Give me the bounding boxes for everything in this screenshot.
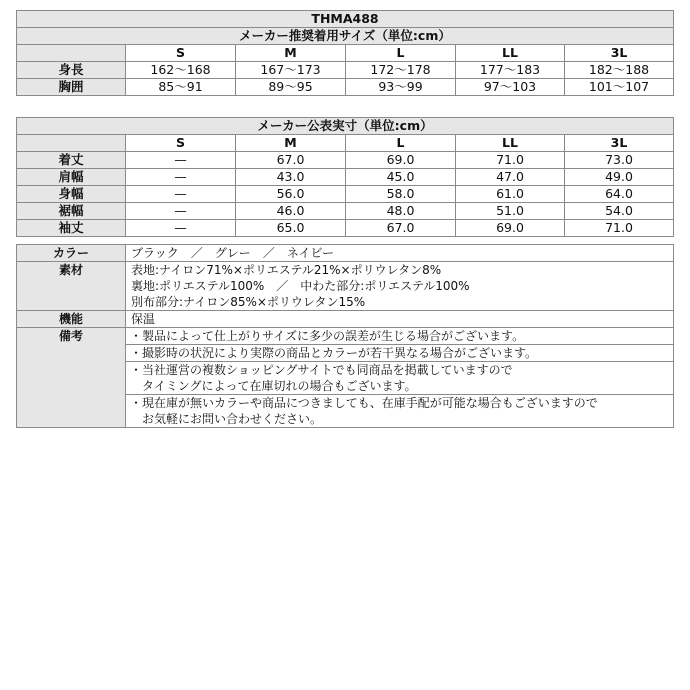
- table-cell: —: [126, 220, 236, 237]
- table-cell: 67.0: [236, 152, 346, 169]
- table-cell: 56.0: [236, 186, 346, 203]
- table-cell: 172～178: [346, 62, 456, 79]
- remark-note: [126, 395, 673, 427]
- table-cell: 177～183: [456, 62, 565, 79]
- remark-line: お気軽にお問い合わせください。: [130, 412, 323, 426]
- table-row: [17, 186, 674, 203]
- color-value: ブラック ／ グレー ／ ネイビー: [126, 245, 674, 262]
- size-header-row: [17, 135, 674, 152]
- detail-row-remarks: [17, 328, 674, 428]
- table-row: [17, 62, 674, 79]
- table-cell: —: [126, 203, 236, 220]
- table-cell: —: [126, 169, 236, 186]
- remark-note: [126, 362, 673, 395]
- table-cell: 85～91: [126, 79, 236, 96]
- remark-line: ・当社運営の複数ショッピングサイトでも同商品を掲載していますので: [130, 363, 513, 377]
- size-header: M: [236, 135, 346, 152]
- actual-measurement-table: [16, 117, 674, 237]
- table-cell: 65.0: [236, 220, 346, 237]
- row-label: 袖丈: [17, 220, 126, 237]
- detail-row-material: [17, 262, 674, 311]
- table-cell: 101～107: [565, 79, 674, 96]
- recommended-size-title: メーカー推奨着用サイズ（単位:cm）: [17, 28, 674, 45]
- size-header: LL: [456, 45, 565, 62]
- color-label: カラー: [17, 245, 126, 262]
- table-cell: 97～103: [456, 79, 565, 96]
- function-value: 保温: [126, 311, 674, 328]
- table-cell: 73.0: [565, 152, 674, 169]
- table-cell: 182～188: [565, 62, 674, 79]
- material-line: 表地:ナイロン71%×ポリエステル21%×ポリウレタン8%: [131, 263, 442, 277]
- material-line: 別布部分:ナイロン85%×ポリウレタン15%: [131, 295, 366, 309]
- size-header-row: [17, 45, 674, 62]
- table-cell: 167～173: [236, 62, 346, 79]
- row-label: 胸囲: [17, 79, 126, 96]
- table-cell: 47.0: [456, 169, 565, 186]
- corner-cell: [17, 45, 126, 62]
- remark-line: ・現在庫が無いカラーや商品につきましても、在庫手配が可能な場合もございますので: [130, 396, 598, 410]
- row-label: 肩幅: [17, 169, 126, 186]
- remark-line: ・製品によって仕上がりサイズに多少の誤差が生じる場合がございます。: [130, 329, 525, 343]
- row-label: 身幅: [17, 186, 126, 203]
- row-label: 着丈: [17, 152, 126, 169]
- table-cell: 89～95: [236, 79, 346, 96]
- remarks-value: [126, 328, 674, 428]
- corner-cell: [17, 135, 126, 152]
- size-header: LL: [456, 135, 565, 152]
- table-row: [17, 220, 674, 237]
- actual-measurement-title: メーカー公表実寸（単位:cm）: [17, 118, 674, 135]
- table-cell: 69.0: [346, 152, 456, 169]
- function-label: 機能: [17, 311, 126, 328]
- size-header: S: [126, 135, 236, 152]
- table-cell: —: [126, 152, 236, 169]
- table-row: [17, 79, 674, 96]
- table-cell: 69.0: [456, 220, 565, 237]
- product-details-table: [16, 244, 674, 428]
- table-cell: 61.0: [456, 186, 565, 203]
- table-cell: 93～99: [346, 79, 456, 96]
- table-row: [17, 169, 674, 186]
- material-line: 裏地:ポリエステル100% ／ 中わた部分:ポリエステル100%: [131, 279, 470, 293]
- table-cell: 43.0: [236, 169, 346, 186]
- product-code: THMA488: [17, 11, 674, 28]
- detail-row-function: [17, 311, 674, 328]
- size-header: S: [126, 45, 236, 62]
- table-cell: 48.0: [346, 203, 456, 220]
- table-cell: 46.0: [236, 203, 346, 220]
- detail-row-color: [17, 245, 674, 262]
- size-header: 3L: [565, 45, 674, 62]
- table-row: [17, 203, 674, 220]
- row-label: 裾幅: [17, 203, 126, 220]
- table-cell: 51.0: [456, 203, 565, 220]
- size-header: 3L: [565, 135, 674, 152]
- table-cell: 67.0: [346, 220, 456, 237]
- size-header: M: [236, 45, 346, 62]
- table-cell: 71.0: [565, 220, 674, 237]
- table-cell: —: [126, 186, 236, 203]
- recommended-size-table: [16, 10, 674, 96]
- material-label: 素材: [17, 262, 126, 311]
- table-cell: 45.0: [346, 169, 456, 186]
- remark-note: [126, 328, 673, 345]
- table-cell: 64.0: [565, 186, 674, 203]
- size-header: L: [346, 45, 456, 62]
- table-cell: 49.0: [565, 169, 674, 186]
- table-cell: 71.0: [456, 152, 565, 169]
- remark-line: タイミングによって在庫切れの場合もございます。: [130, 379, 417, 393]
- remark-line: ・撮影時の状況により実際の商品とカラーが若干異なる場合がございます。: [130, 346, 538, 360]
- table-cell: 58.0: [346, 186, 456, 203]
- table-row: [17, 152, 674, 169]
- remarks-label: 備考: [17, 328, 126, 428]
- remark-note: [126, 345, 673, 362]
- row-label: 身長: [17, 62, 126, 79]
- material-value: [126, 262, 674, 311]
- size-header: L: [346, 135, 456, 152]
- table-cell: 54.0: [565, 203, 674, 220]
- table-cell: 162～168: [126, 62, 236, 79]
